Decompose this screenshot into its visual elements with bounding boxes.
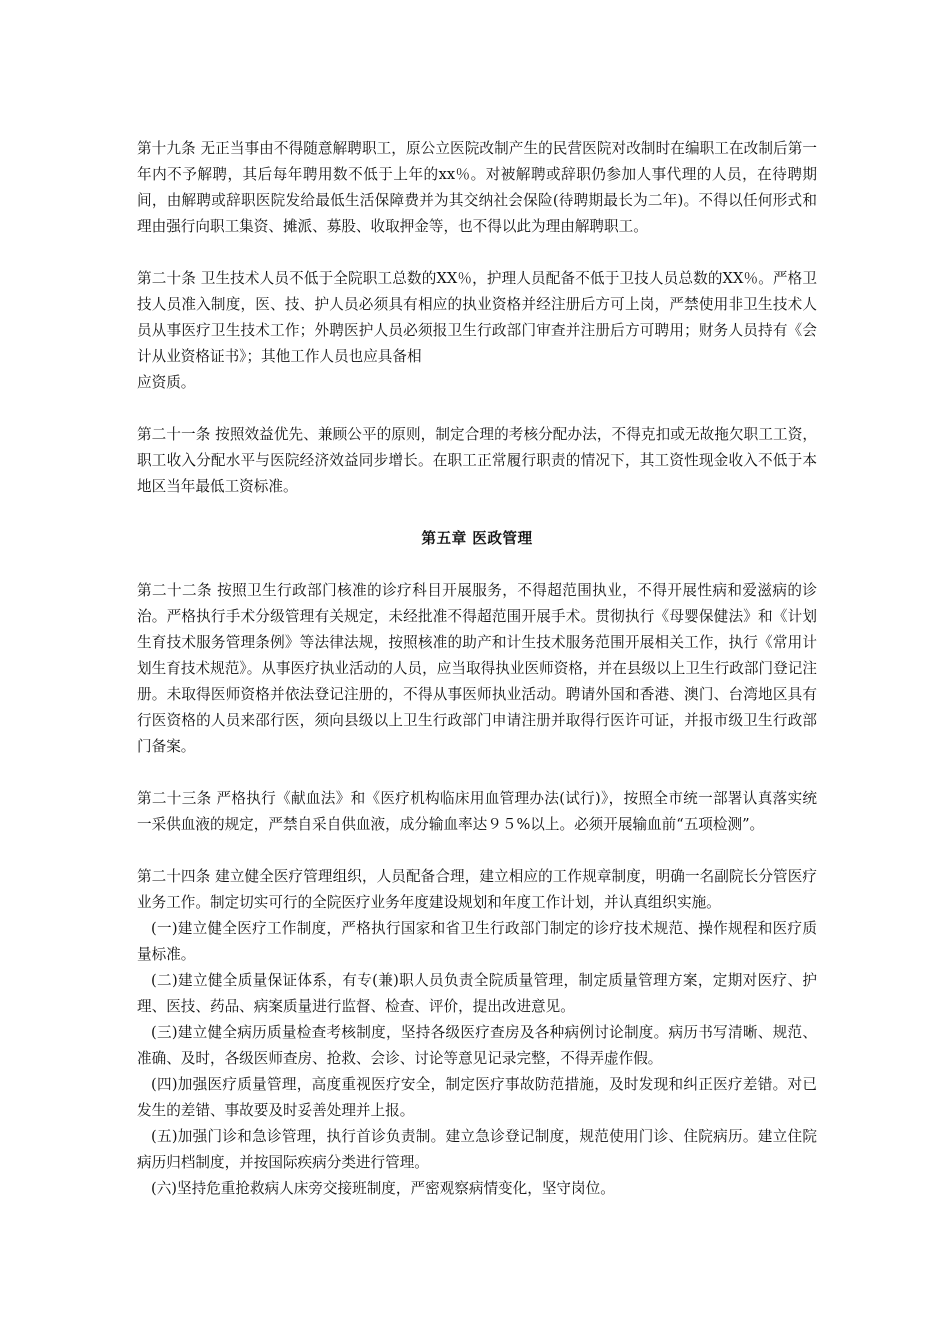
article-20 xyxy=(137,266,817,396)
article-22: 第二十二条 按照卫生行政部门核准的诊疗科目开展服务，不得超范围执业，不得开展性病和爱滋病的诊治。严格执行手术分级管理有关规定，未经批准不得超范围开展手术。贯彻执行《母婴保健法》和《计划生育技术服务管理条例》等法律法规，按照核准的助产和计生技术服务范围开展相关工作，执行《常用计划生育技术规范》。从事医疗执业活动的人员，应当取得执业医师资格，并在县级以上卫生行政部门登记注册。未取得医师资格并依法登记注册的，不得从事医师执业活动。聘请外国和香港、澳门、台湾地区具有行医资格的人员来邵行医，须向县级以上卫生行政部门申请注册并取得行医许可证，并报市级卫生行政部门备案。 xyxy=(137,582,817,755)
document-page xyxy=(137,136,817,1202)
article-24-item-2: (二)建立健全质量保证体系，有专(兼)职人员负责全院质量管理，制定质量管理方案，定期对医疗、护理、医技、药品、病案质量进行监督、检查、评价，提出改进意见。 xyxy=(137,972,817,1015)
article-24-intro: 第二十四条 建立健全医疗管理组织，人员配备合理，建立相应的工作规章制度，明确一名副院长分管医疗业务工作。制定切实可行的全院医疗业务年度建设规划和年度工作计划，并认真组织实施。 xyxy=(137,868,817,911)
article-24 xyxy=(137,864,817,1202)
article-23: 第二十三条 严格执行《献血法》和《医疗机构临床用血管理办法(试行)》，按照全市统一部署认真落实统一采供血液的规定，严禁自采自供血液，成分输血率达９５%以上。必须开展输血前“五项检测”。 xyxy=(137,790,817,833)
article-24-item-3: (三)建立健全病历质量检查考核制度，坚持各级医疗查房及各种病例讨论制度。病历书写清晰、规范、准确、及时，各级医师查房、抢救、会诊、讨论等意见记录完整，不得弄虚作假。 xyxy=(137,1024,817,1067)
article-21: 第二十一条 按照效益优先、兼顾公平的原则，制定合理的考核分配办法，不得克扣或无故拖欠职工工资，职工收入分配水平与医院经济效益同步增长。在职工正常履行职责的情况下，其工资性现金收入不低于本地区当年最低工资标准。 xyxy=(137,426,817,495)
article-20-main: 第二十条 卫生技术人员不低于全院职工总数的XX％，护理人员配备不低于卫技人员总数的XX％。严格卫技人员准入制度，医、技、护人员必须具有相应的执业资格并经注册后方可上岗，严禁使用非卫生技术人员从事医疗卫生技术工作；外聘医护人员必须报卫生行政部门审查并注册后方可聘用；财务人员持有《会计从业资格证书》；其他工作人员也应具备相 xyxy=(137,270,817,365)
article-20-tail: 应资质。 xyxy=(137,374,196,391)
chapter-heading: 第五章 医政管理 xyxy=(421,530,533,547)
article-24-item-5: (五)加强门诊和急诊管理，执行首诊负责制。建立急诊登记制度，规范使用门诊、住院病历。建立住院病历归档制度，并按国际疾病分类进行管理。 xyxy=(137,1128,817,1171)
article-24-item-6: (六)坚持危重抢救病人床旁交接班制度，严密观察病情变化，坚守岗位。 xyxy=(151,1180,615,1197)
article-19: 第十九条 无正当事由不得随意解聘职工，原公立医院改制产生的民营医院对改制时在编职工在改制后第一年内不予解聘，其后每年聘用数不低于上年的xx％。对被解聘或辞职仍参加人事代理的人员，在待聘期间，由解聘或辞职医院发给最低生活保障费并为其交纳社会保险(待聘期最长为二年)。不得以任何形式和理由强行向职工集资、摊派、募股、收取押金等，也不得以此为理由解聘职工。 xyxy=(137,140,817,235)
article-24-item-1: (一)建立健全医疗工作制度，严格执行国家和省卫生行政部门制定的诊疗技术规范、操作规程和医疗质量标准。 xyxy=(137,920,817,963)
article-24-item-4: (四)加强医疗质量管理，高度重视医疗安全，制定医疗事故防范措施，及时发现和纠正医疗差错。对已发生的差错、事故要及时妥善处理并上报。 xyxy=(137,1076,817,1119)
